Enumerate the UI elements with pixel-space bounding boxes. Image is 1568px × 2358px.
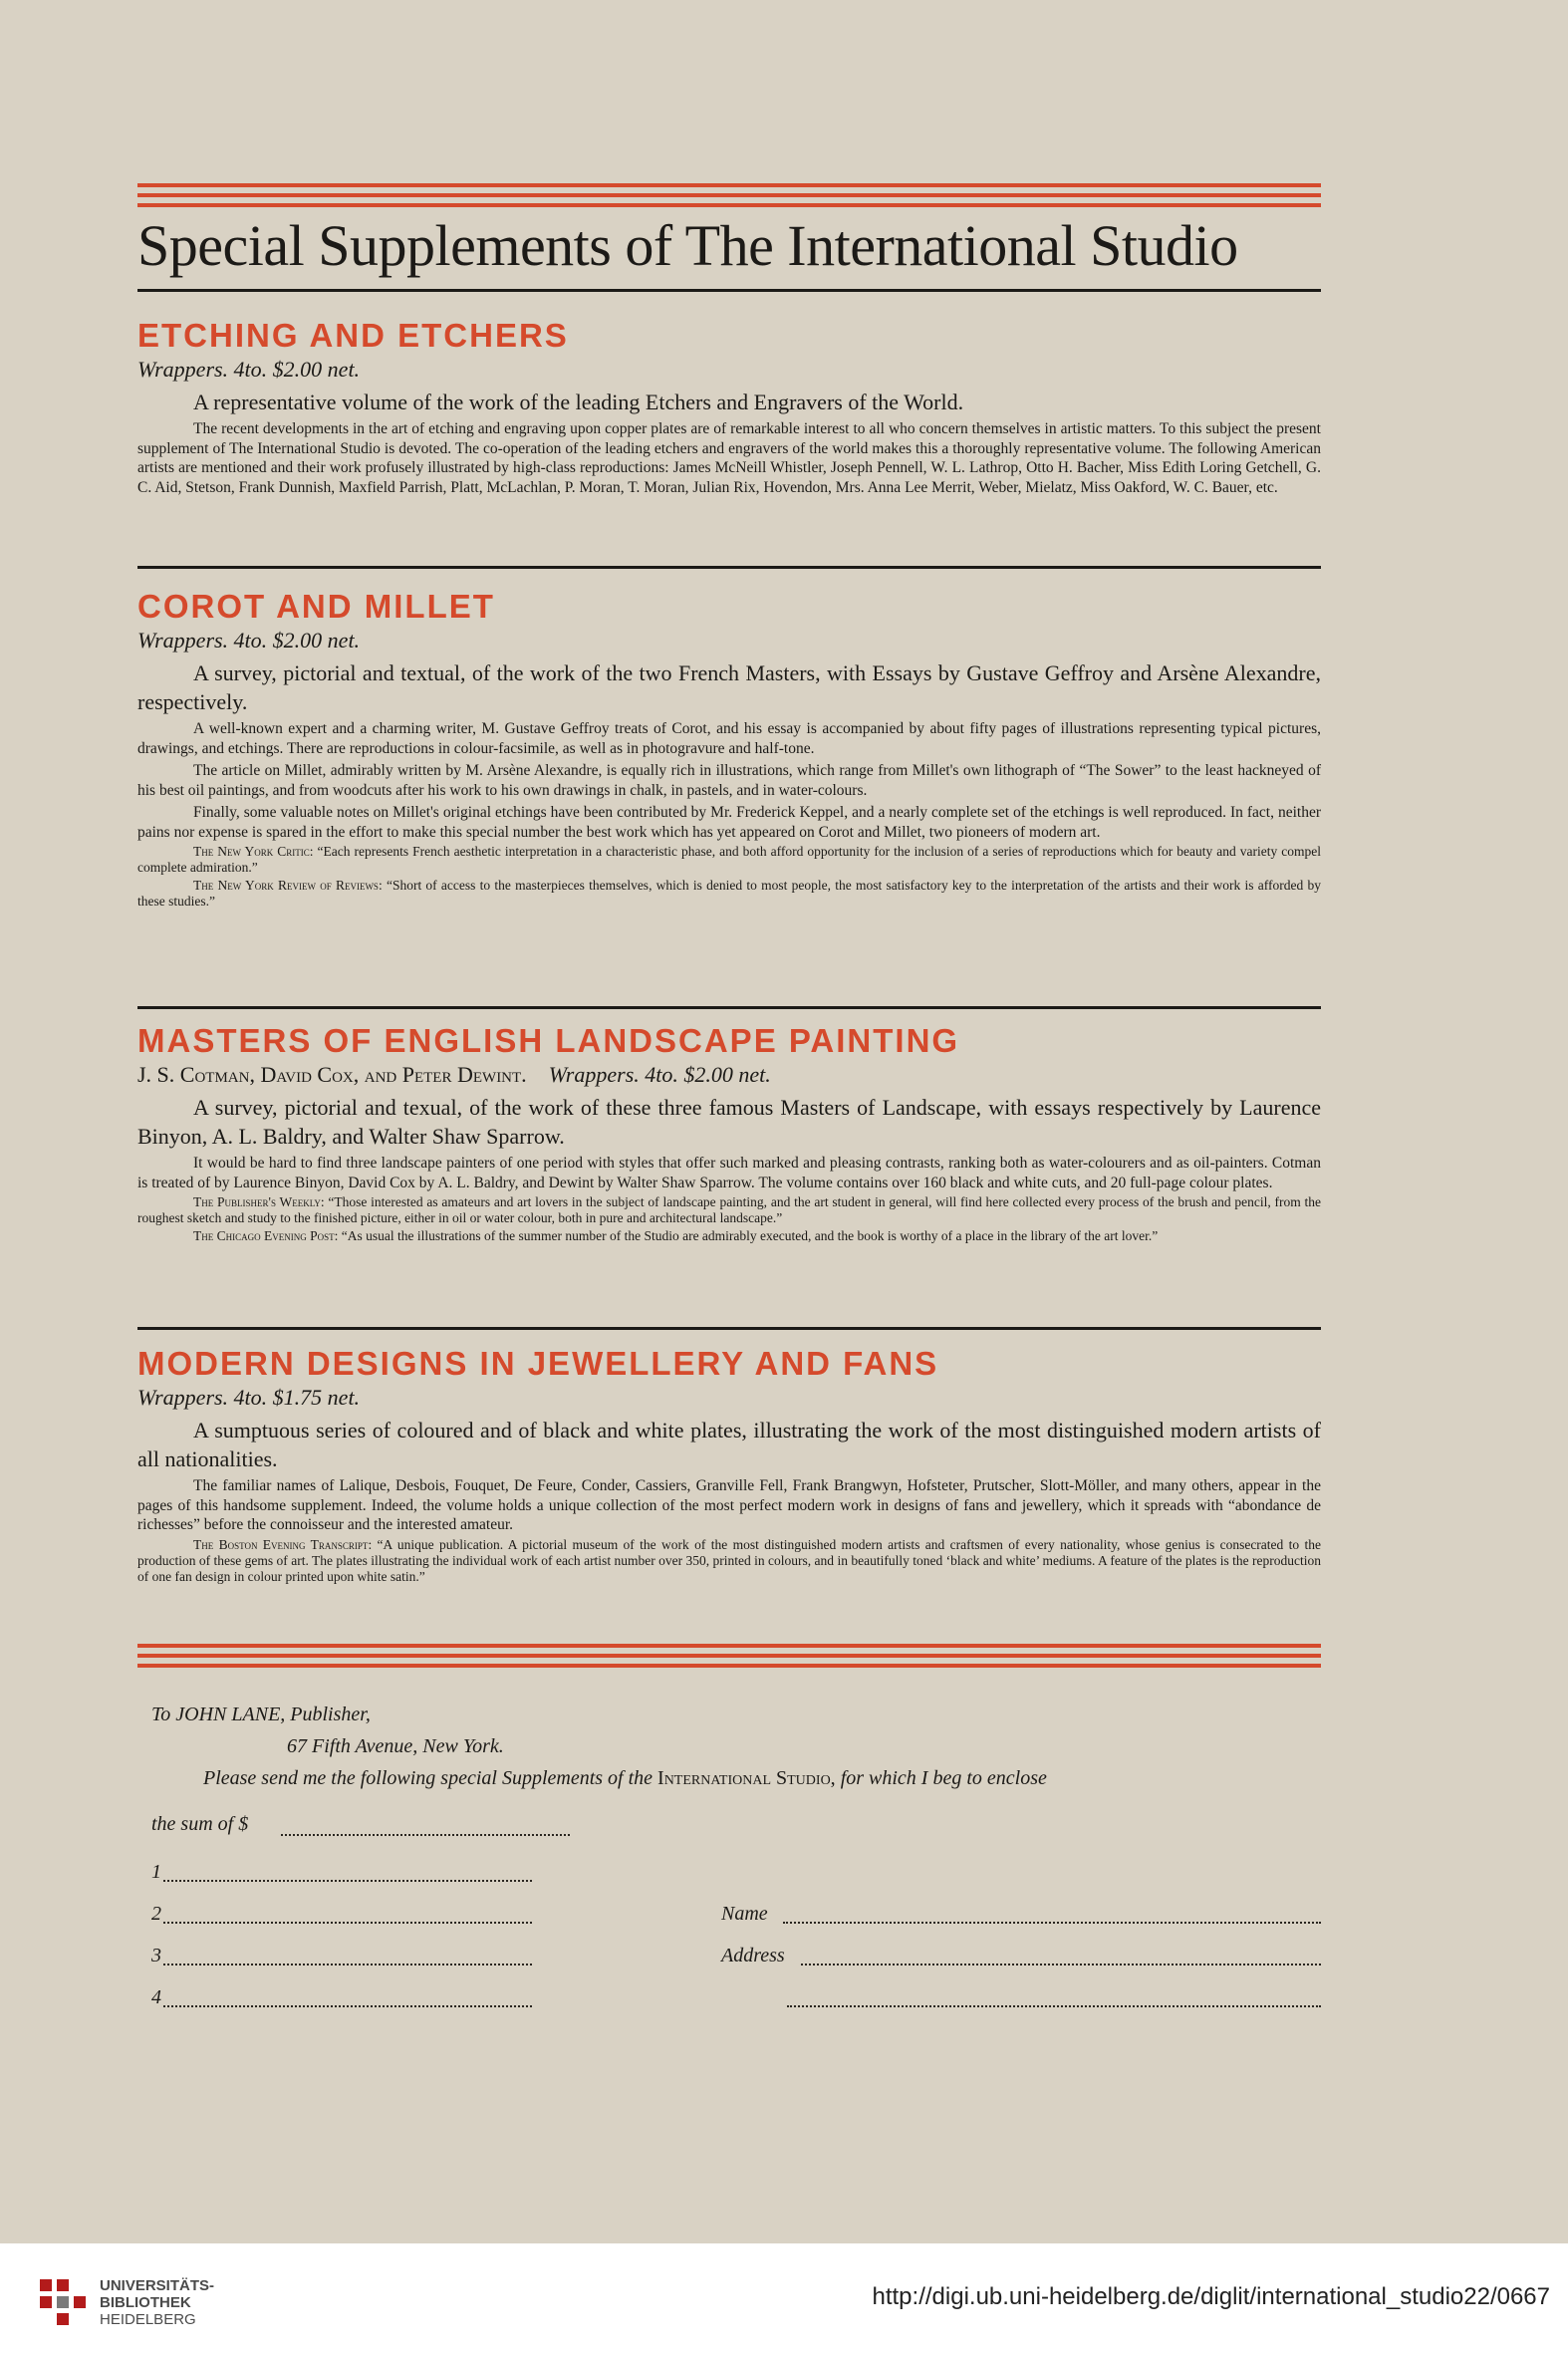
section-divider [137, 1006, 1321, 1009]
quote-source: The New York Review of Reviews [193, 878, 379, 893]
section-title: ETCHING AND ETCHERS [137, 317, 569, 354]
sum-input-line[interactable] [281, 1833, 570, 1836]
line-number-1: 1 [151, 1861, 161, 1883]
section-price: Wrappers. 4to. $2.00 net. [137, 357, 361, 382]
press-quote [137, 1537, 1321, 1585]
viewer-footer [0, 2243, 1568, 2358]
library-name-line-2: BIBLIOTHEK [100, 2294, 191, 2311]
order-request [203, 1767, 1047, 1790]
address-input-line[interactable] [801, 1963, 1321, 1965]
quote-source: The Publisher's Weekly [193, 1194, 321, 1209]
order-request-b: International Studio, [657, 1767, 836, 1789]
section-etching [137, 317, 1321, 497]
quote-source: The Chicago Evening Post [193, 1228, 335, 1243]
top-red-rule-2 [137, 193, 1321, 197]
top-red-rule-1 [137, 183, 1321, 187]
bottom-red-rule-2 [137, 1654, 1321, 1658]
quote-text: : “A unique publication. A pictorial museum of the work of the most distinguished modern artists and craftsmen of every nationality, whose genius is consecrated to the production of these gems of art. The plates illustrating the individual work of each artist number over 350, printed in colours, and in beautifully toned ‘black and white’ mediums. A feature of the plates is the reproduction of one fan design in colour printed upon white satin.” [137, 1536, 1322, 1584]
section-paragraph: The recent developments in the art of etching and engraving upon copper plates are of remarkable interest to all who concern themselves in artistic matters. To this subject the present supplement of The International Studio is devoted. The co-operation of the leading etchers and engravers of the world makes this a thoroughly representative volume. The following American artists are mentioned and their work profusely illustrated by high-class reproductions: James McNeill Whistler, Joseph Pennell, W. L. Lathrop, Otto H. Bacher, Miss Edith Loring Getchell, G. C. Aid, Stetson, Frank Dunnish, Maxfield Parrish, Platt, McLachlan, P. Moran, T. Moran, Julian Rix, Hovendon, Mrs. Anna Lee Merrit, Weber, Mielatz, Miss Oakford, W. C. Bauer, etc. [137, 420, 1321, 496]
section-authors: J. S. Cotman, David Cox, and Peter Dewint. [137, 1062, 527, 1087]
title-rule [137, 289, 1321, 292]
address-label: Address [721, 1945, 785, 1966]
press-quote [137, 878, 1321, 910]
order-form [137, 1694, 1321, 2022]
section-lead: A survey, pictorial and textual, of the work of the two French Masters, with Essays by Gustave Geffroy and Arsène Alexandre, respectively. [137, 660, 1321, 714]
page-title: Special Supplements of The International Studio [137, 213, 1238, 278]
section-jewellery-fans [137, 1345, 1321, 1585]
order-request-a: Please send me the following special Supplements of the [203, 1767, 653, 1789]
order-request-c: for which I beg to enclose [840, 1767, 1047, 1789]
section-paragraph: The article on Millet, admirably written by M. Arsène Alexandre, is equally rich in illustrations, which range from Millet's own lithograph of “The Sower” to the least hackneyed of his best oil paintings, and from woodcuts after his work to his own drawings in chalk, in pastels, and in water-colours. [137, 762, 1321, 799]
bottom-red-rule-3 [137, 1664, 1321, 1668]
university-library-logo-icon [40, 2279, 86, 2325]
supplement-input-line-2[interactable] [163, 1921, 532, 1924]
section-paragraph: A well-known expert and a charming writer, M. Gustave Geffroy treats of Corot, and his essay is accompanied by about fifty pages of illustrations representing typical pictures, drawings, and etchings. There are reproductions in colour-facsimile, as well as in photogravure and half-tone. [137, 720, 1321, 757]
section-authors-line [137, 1060, 1321, 1090]
section-lead: A sumptuous series of coloured and of black and white plates, illustrating the work of the most distinguished modern artists of all nationalities. [137, 1418, 1321, 1471]
bottom-red-rule-1 [137, 1644, 1321, 1648]
order-address: 67 Fifth Avenue, New York. [287, 1735, 504, 1757]
section-paragraph: The familiar names of Lalique, Desbois, Fouquet, De Feure, Conder, Cassiers, Granville Fell, Frank Brangwyn, Hofsteter, Prutscher, Slott-Möller, and many others, appear in the pages of this handsome supplement. Indeed, the volume holds a unique collection of the most perfect modern work in designs of fans and jewellery, which it spreads with “abondance de richesses” before the connoisseur and the interested amateur. [137, 1477, 1321, 1533]
name-input-line[interactable] [783, 1921, 1321, 1924]
quote-source: The Boston Evening Transcript [193, 1536, 369, 1552]
section-title: MODERN DESIGNS IN JEWELLERY AND FANS [137, 1345, 939, 1382]
press-quote [137, 1228, 1321, 1244]
section-price: Wrappers. 4to. $2.00 net. [137, 628, 361, 653]
supplement-input-line-3[interactable] [163, 1963, 532, 1965]
section-corot-millet [137, 588, 1321, 910]
section-divider [137, 566, 1321, 569]
press-quote [137, 1194, 1321, 1226]
line-number-3: 3 [151, 1945, 161, 1966]
library-name-line-3: HEIDELBERG [100, 2311, 196, 2328]
name-label: Name [721, 1903, 768, 1925]
section-divider [137, 1327, 1321, 1330]
sum-label: the sum of $ [151, 1813, 249, 1835]
section-paragraph: Finally, some valuable notes on Millet's original etchings have been contributed by Mr. Frederick Keppel, and a nearly complete set of the etchings is well reproduced. In fact, neither pains nor expense is spared in the effort to make this special number the best work which has yet appeared on Corot and Millet, two pioneers of modern art. [137, 804, 1321, 841]
section-title: MASTERS OF ENGLISH LANDSCAPE PAINTING [137, 1022, 960, 1059]
quote-source: The New York Critic [193, 844, 310, 859]
quote-text: : “Those interested as amateurs and art lovers in the subject of landscape painting, and the art student in general, will find here collected every process of the brush and pencil, from the roughest sketch and study to the finished picture, either in oil or water colour, both in pure and architectural landscape.” [137, 1194, 1321, 1225]
quote-text: : “Each represents French aesthetic interpretation in a characteristic phase, and both afford opportunity for the inclusion of a series of reproductions which for beauty and variety compel complete admiration.” [137, 844, 1321, 875]
quote-text: : “Short of access to the masterpieces themselves, which is denied to most people, the most satisfactory key to the interpretation of the artists and their work is afforded by these studies.” [137, 878, 1321, 909]
top-red-rule-3 [137, 203, 1321, 207]
press-quote [137, 844, 1321, 876]
section-lead: A survey, pictorial and texual, of the work of these three famous Masters of Landscape, with essays respectively by Laurence Binyon, A. L. Baldry, and Walter Shaw Sparrow. [137, 1095, 1321, 1149]
section-price: Wrappers. 4to. $2.00 net. [548, 1062, 771, 1087]
library-name-line-1: UNIVERSITÄTS- [100, 2277, 215, 2294]
section-paragraph: It would be hard to find three landscape painters of one period with styles that offer such marked and pleasing contrasts, ranking both as water-colourers and as oil-painters. Cotman is treated of by Laurence Binyon, David Cox by A. L. Baldry, and Dewint by Walter Shaw Sparrow. The volume contains over 160 black and white cuts, and 20 full-page colour plates. [137, 1155, 1321, 1191]
address-input-line-2[interactable] [787, 2004, 1321, 2007]
quote-text: : “As usual the illustrations of the summer number of the Studio are admirably executed, and the book is worthy of a place in the library of the art lover.” [334, 1228, 1159, 1243]
section-english-landscape [137, 1022, 1321, 1244]
section-title: COROT AND MILLET [137, 588, 495, 625]
supplement-input-line-1[interactable] [163, 1879, 532, 1882]
section-price: Wrappers. 4to. $1.75 net. [137, 1385, 361, 1410]
line-number-4: 4 [151, 1986, 161, 2008]
line-number-2: 2 [151, 1903, 161, 1925]
supplement-input-line-4[interactable] [163, 2004, 532, 2007]
library-name [100, 2277, 214, 2328]
section-lead: A representative volume of the work of the leading Etchers and Engravers of the World. [193, 390, 964, 414]
order-recipient: To JOHN LANE, Publisher, [151, 1703, 371, 1725]
document-url-link[interactable]: http://digi.ub.uni-heidelberg.de/diglit/international_studio22/0667 [872, 2283, 1550, 2310]
